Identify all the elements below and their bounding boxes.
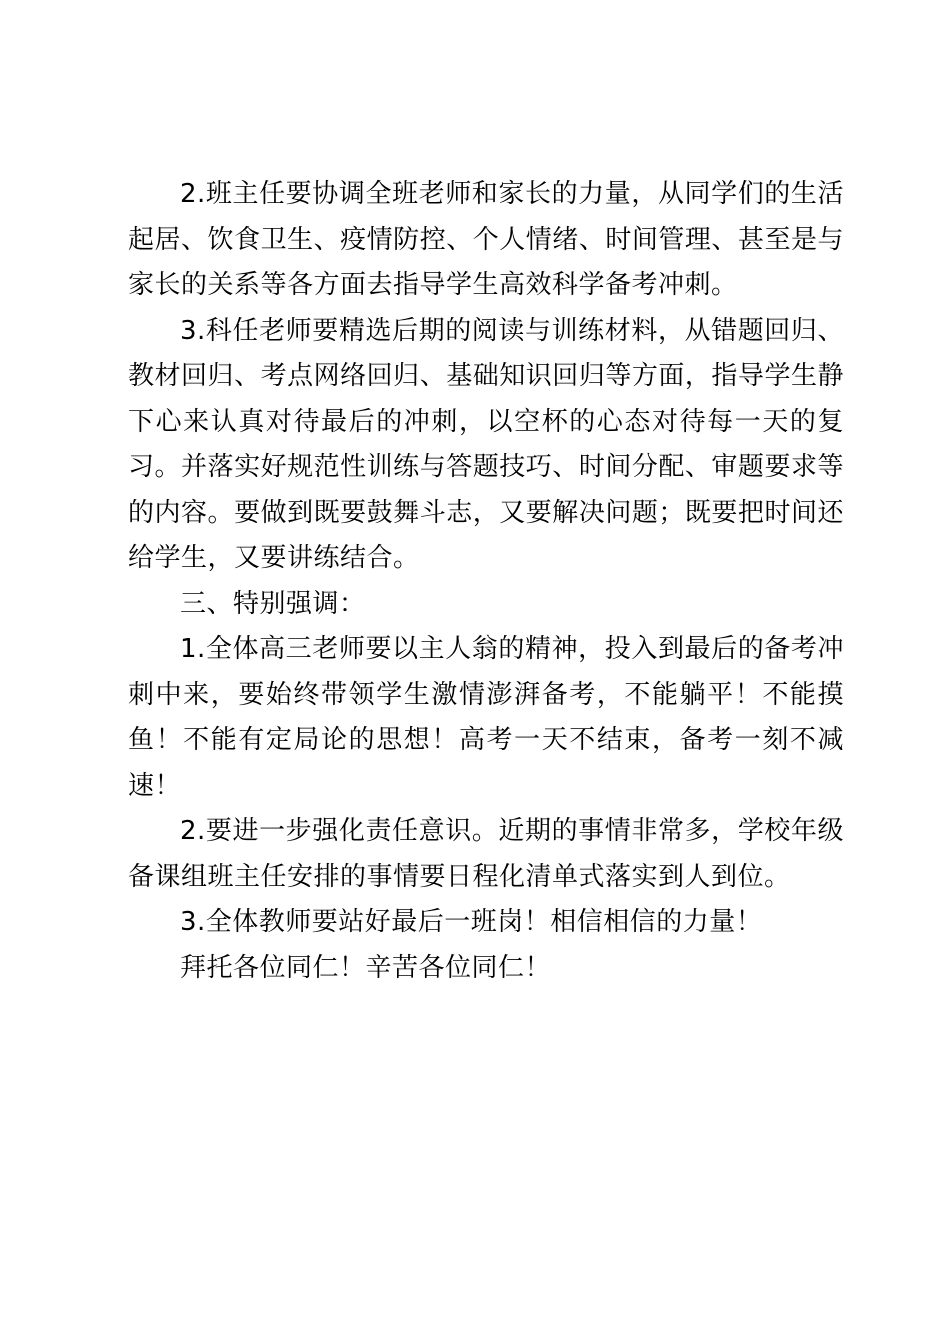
paragraph-class-teacher-coordination: 2.班主任要协调全班老师和家长的力量，从同学们的生活起居、饮食卫生、疫情防控、个人情绪、时间管理、甚至是与家长的关系等各方面去指导学生高效科学备考冲刺。	[128, 179, 844, 300]
paragraph-ownership-spirit: 1.全体高三老师要以主人翁的精神，投入到最后的备考冲刺中来，要始终带领学生激情澎湃备考，不能躺平！不能摸鱼！不能有定局论的思想！高考一天不结束，备考一刻不减速！	[128, 634, 844, 801]
paragraph-last-post: 3.全体教师要站好最后一班岗！相信相信的力量！	[180, 907, 763, 937]
paragraph-closing-thanks: 拜托各位同仁！辛苦各位同仁！	[180, 952, 552, 983]
paragraph-subject-teacher-materials: 3.科任老师要精选后期的阅读与训练材料，从错题回归、教材回归、考点网络回归、基础知识回归等方面，指导学生静下心来认真对待最后的冲刺，以空杯的心态对待每一天的复习。并落实好规范性训练与答题技巧、时间分配、审题要求等的内容。要做到既要鼓舞斗志，又要解决问题；既要把时间还给学生，又要讲练结合。	[128, 315, 844, 573]
document-body	[128, 172, 844, 991]
section-heading-special-emphasis: 三、特别强调：	[180, 588, 366, 619]
paragraph-responsibility-awareness: 2.要进一步强化责任意识。近期的事情非常多，学校年级备课组班主任安排的事情要日程化清单式落实到人到位。	[128, 816, 844, 892]
